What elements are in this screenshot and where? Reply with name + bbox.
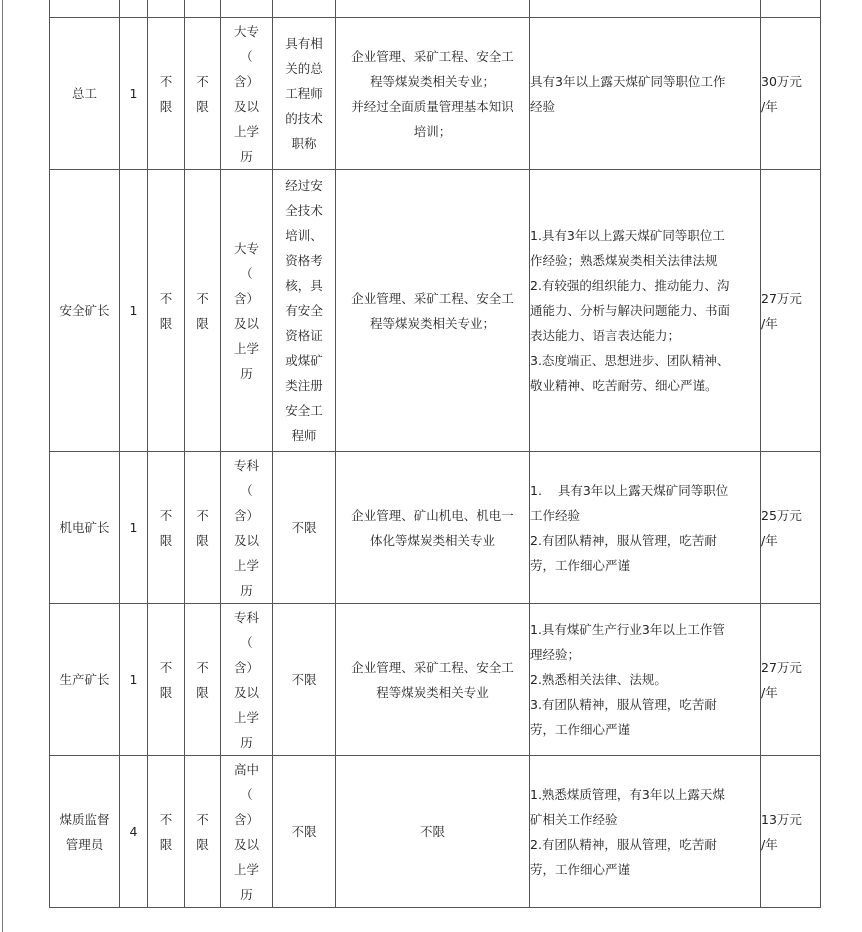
header-cell: [148, 0, 185, 18]
requirements-cell-line: 1. 具有3年以上露天煤矿同等职位: [530, 482, 729, 498]
qualification-cell-line: 的技术: [285, 111, 323, 126]
age-cell-line: 限: [196, 532, 209, 548]
requirements-cell-line: 具有3年以上露天煤矿同等职位工作: [530, 73, 726, 89]
position-cell-text: 安全矿长: [59, 303, 110, 318]
education-cell-line: 含）: [233, 73, 259, 89]
requirements-cell-line: 工作经验: [530, 507, 581, 523]
count-cell-text: 1: [129, 520, 138, 535]
education-cell-line: 及以: [233, 532, 259, 548]
requirements-cell-line: 劳，工作细心严谨: [530, 722, 631, 737]
education-cell-line: 历: [240, 148, 253, 164]
education-cell-line: 历: [240, 582, 253, 598]
age-cell: [185, 756, 221, 908]
salary-cell: [761, 18, 821, 170]
gender-cell: [148, 452, 185, 604]
requirements-cell: [530, 170, 761, 452]
education-cell-line: 上学: [233, 340, 259, 356]
age-cell: [185, 18, 221, 170]
count-cell-text: 1: [129, 672, 138, 687]
header-cell: [336, 0, 530, 18]
education-cell: [221, 604, 273, 756]
position-cell-text: 生产矿长: [59, 672, 110, 687]
qualification-cell-line: 类注册: [285, 378, 323, 393]
requirements-cell-line: 3.态度端正、思想进步、团队精神、: [530, 353, 730, 368]
education-cell-line: 含）: [233, 290, 259, 306]
major-cell-line: 企业管理、采矿工程、安全工: [351, 48, 514, 64]
qualification-cell-line: 安全工: [285, 403, 323, 418]
header-cell: [761, 0, 821, 18]
major-cell-line: 培训；: [413, 123, 452, 139]
education-cell-line: 上学: [233, 709, 259, 725]
gender-cell: [148, 756, 185, 908]
gender-cell-line: 限: [159, 315, 173, 331]
age-cell-line: 限: [196, 836, 209, 852]
header-cell: [50, 0, 120, 18]
education-cell-line: 上学: [233, 123, 259, 139]
qualification-cell-line: 有安全: [285, 303, 323, 318]
table-row: [50, 756, 821, 908]
position-cell: [50, 452, 120, 604]
qualification-cell-line: 关的总: [285, 61, 323, 76]
education-cell-line: 上学: [233, 861, 259, 877]
recruitment-table: [49, 0, 821, 908]
requirements-cell-line: 1.具有3年以上露天煤矿同等职位工: [530, 228, 725, 243]
age-cell-line: 不: [196, 659, 209, 675]
qualification-cell: [273, 756, 336, 908]
major-cell-line: 不限: [419, 824, 445, 839]
requirements-cell-line: 2.有较强的组织能力、推动能力、沟: [530, 278, 730, 293]
gender-cell: [148, 604, 185, 756]
count-cell: [120, 170, 148, 452]
position-cell: [50, 604, 120, 756]
table-row: [50, 604, 821, 756]
position-cell: [50, 170, 120, 452]
salary-cell: [761, 170, 821, 452]
qualification-cell: [273, 170, 336, 452]
salary-cell-line: /年: [761, 315, 778, 331]
page-left-border: [2, 0, 3, 932]
requirements-cell: [530, 756, 761, 908]
qualification-cell-line: 资格考: [285, 253, 323, 268]
salary-cell: [761, 756, 821, 908]
gender-cell-line: 不: [159, 507, 173, 523]
major-cell-line: 程等煤炭类相关专业；: [369, 315, 495, 331]
qualification-cell-line: 或煤矿: [285, 353, 323, 368]
requirements-cell-line: 经验: [530, 98, 556, 114]
salary-cell: [761, 604, 821, 756]
education-cell: [221, 756, 273, 908]
position-cell-text: 机电矿长: [59, 520, 110, 535]
major-cell-line: 并经过全面质量管理基本知识: [351, 98, 514, 114]
major-cell: [336, 452, 530, 604]
requirements-cell-line: 1.熟悉煤质管理，有3年以上露天煤: [530, 786, 725, 802]
gender-cell-line: 不: [159, 659, 173, 675]
gender-cell-line: 不: [159, 73, 173, 89]
count-cell: [120, 604, 148, 756]
salary-cell: [761, 452, 821, 604]
requirements-cell-line: 劳，工作细心严谨: [530, 861, 631, 877]
gender-cell-line: 限: [159, 684, 173, 700]
qualification-cell-line: 具有相: [285, 36, 323, 51]
gender-cell-line: 限: [159, 836, 173, 852]
count-cell-text: 1: [129, 86, 138, 101]
major-cell-line: 企业管理、采矿工程、安全工: [351, 659, 514, 675]
age-cell-line: 不: [196, 73, 209, 89]
salary-cell-line: 30万元: [761, 73, 802, 89]
major-cell-line: 程等煤炭类相关专业: [376, 684, 489, 700]
gender-cell-line: 不: [159, 290, 173, 306]
education-cell-line: 高中: [233, 761, 259, 777]
table-row: [50, 452, 821, 604]
qualification-cell-line: 经过安: [285, 178, 323, 193]
gender-cell: [148, 18, 185, 170]
requirements-cell-line: 作经验；熟悉煤炭类相关法律法规: [530, 253, 718, 268]
qualification-cell: [273, 452, 336, 604]
education-cell-line: 大专: [233, 23, 259, 39]
major-cell: [336, 18, 530, 170]
requirements-cell-line: 理经验；: [530, 647, 581, 662]
gender-cell-line: 不: [159, 811, 173, 827]
qualification-cell-line: 全技术: [285, 203, 323, 218]
education-cell-line: 含）: [233, 659, 259, 675]
education-cell: [221, 170, 273, 452]
education-cell-line: 历: [240, 365, 253, 381]
requirements-cell-line: 劳，工作细心严谨: [530, 557, 631, 573]
education-cell-line: （: [240, 265, 253, 281]
qualification-cell-line: 培训、: [285, 228, 323, 243]
education-cell-line: 上学: [233, 557, 259, 573]
salary-cell-line: /年: [761, 684, 778, 700]
age-cell-line: 不: [196, 290, 209, 306]
qualification-cell-line: 资格证: [285, 328, 323, 343]
table-row: [50, 170, 821, 452]
age-cell: [185, 604, 221, 756]
requirements-cell-line: 敬业精神、吃苦耐劳、细心严谨。: [530, 378, 718, 393]
education-cell-line: 及以: [233, 836, 259, 852]
salary-cell-line: 27万元: [761, 290, 802, 306]
salary-cell-line: /年: [761, 532, 778, 548]
header-cell: [273, 0, 336, 18]
requirements-cell: [530, 18, 761, 170]
count-cell: [120, 756, 148, 908]
table-row: [50, 18, 821, 170]
education-cell-line: 专科: [233, 609, 259, 625]
qualification-cell-line: 职称: [291, 136, 317, 151]
qualification-cell-line: 不限: [291, 824, 317, 839]
table-header-row-stub: [50, 0, 821, 18]
gender-cell-line: 限: [159, 98, 173, 114]
education-cell-line: （: [240, 48, 253, 64]
age-cell-line: 限: [196, 684, 209, 700]
education-cell-line: 大专: [233, 240, 259, 256]
requirements-cell-line: 2.有团队精神，服从管理，吃苦耐: [530, 532, 717, 548]
salary-cell-line: /年: [761, 836, 778, 852]
count-cell-text: 1: [129, 303, 138, 318]
qualification-cell-line: 程师: [291, 428, 317, 443]
qualification-cell: [273, 604, 336, 756]
age-cell-line: 不: [196, 507, 209, 523]
qualification-cell-line: 不限: [291, 672, 317, 687]
major-cell-line: 企业管理、采矿工程、安全工: [351, 290, 514, 306]
education-cell-line: 及以: [233, 684, 259, 700]
gender-cell: [148, 170, 185, 452]
age-cell-line: 不: [196, 811, 209, 827]
requirements-cell: [530, 604, 761, 756]
age-cell-line: 限: [196, 315, 209, 331]
requirements-cell-line: 通能力、分析与解决问题能力、书面: [530, 303, 731, 318]
header-cell: [185, 0, 221, 18]
major-cell: [336, 604, 530, 756]
major-cell-line: 企业管理、矿山机电、机电一: [351, 507, 514, 523]
requirements-cell-line: 3.有团队精神，服从管理，吃苦耐: [530, 697, 717, 712]
age-cell-line: 限: [196, 98, 209, 114]
education-cell-line: 专科: [233, 457, 259, 473]
major-cell-line: 体化等煤炭类相关专业: [369, 532, 495, 548]
qualification-cell: [273, 18, 336, 170]
position-cell-text: 煤质监督管理员: [59, 811, 110, 852]
header-cell: [530, 0, 761, 18]
education-cell-line: 历: [240, 734, 253, 750]
position-cell-text: 总工: [71, 86, 97, 101]
position-cell: [50, 756, 120, 908]
salary-cell-line: 25万元: [761, 507, 802, 523]
gender-cell-line: 限: [159, 532, 173, 548]
education-cell: [221, 452, 273, 604]
requirements-cell-line: 矿相关工作经验: [530, 811, 618, 827]
header-cell: [120, 0, 148, 18]
qualification-cell-line: 不限: [291, 520, 317, 535]
requirements-cell-line: 2.有团队精神，服从管理，吃苦耐: [530, 836, 717, 852]
salary-cell-line: 13万元: [761, 811, 802, 827]
requirements-cell-line: 2.熟悉相关法律、法规。: [530, 672, 667, 687]
education-cell-line: 含）: [233, 507, 259, 523]
major-cell: [336, 756, 530, 908]
salary-cell-line: 27万元: [761, 659, 802, 675]
count-cell: [120, 18, 148, 170]
requirements-cell-line: 表达能力、语言表达能力；: [530, 328, 681, 343]
education-cell-line: 及以: [233, 315, 259, 331]
qualification-cell-line: 核，具: [285, 278, 323, 293]
education-cell-line: （: [240, 786, 253, 802]
position-cell: [50, 18, 120, 170]
education-cell: [221, 18, 273, 170]
education-cell-line: 历: [240, 886, 253, 902]
education-cell-line: （: [240, 482, 253, 498]
requirements-cell-line: 1.具有煤矿生产行业3年以上工作管: [530, 622, 725, 637]
education-cell-line: 含）: [233, 811, 259, 827]
header-cell: [221, 0, 273, 18]
requirements-cell: [530, 452, 761, 604]
major-cell-line: 程等煤炭类相关专业；: [369, 73, 495, 89]
education-cell-line: 及以: [233, 98, 259, 114]
salary-cell-line: /年: [761, 98, 778, 114]
education-cell-line: （: [240, 634, 253, 650]
age-cell: [185, 170, 221, 452]
major-cell: [336, 170, 530, 452]
age-cell: [185, 452, 221, 604]
count-cell: [120, 452, 148, 604]
count-cell-text: 4: [129, 824, 138, 839]
qualification-cell-line: 工程师: [285, 86, 323, 101]
